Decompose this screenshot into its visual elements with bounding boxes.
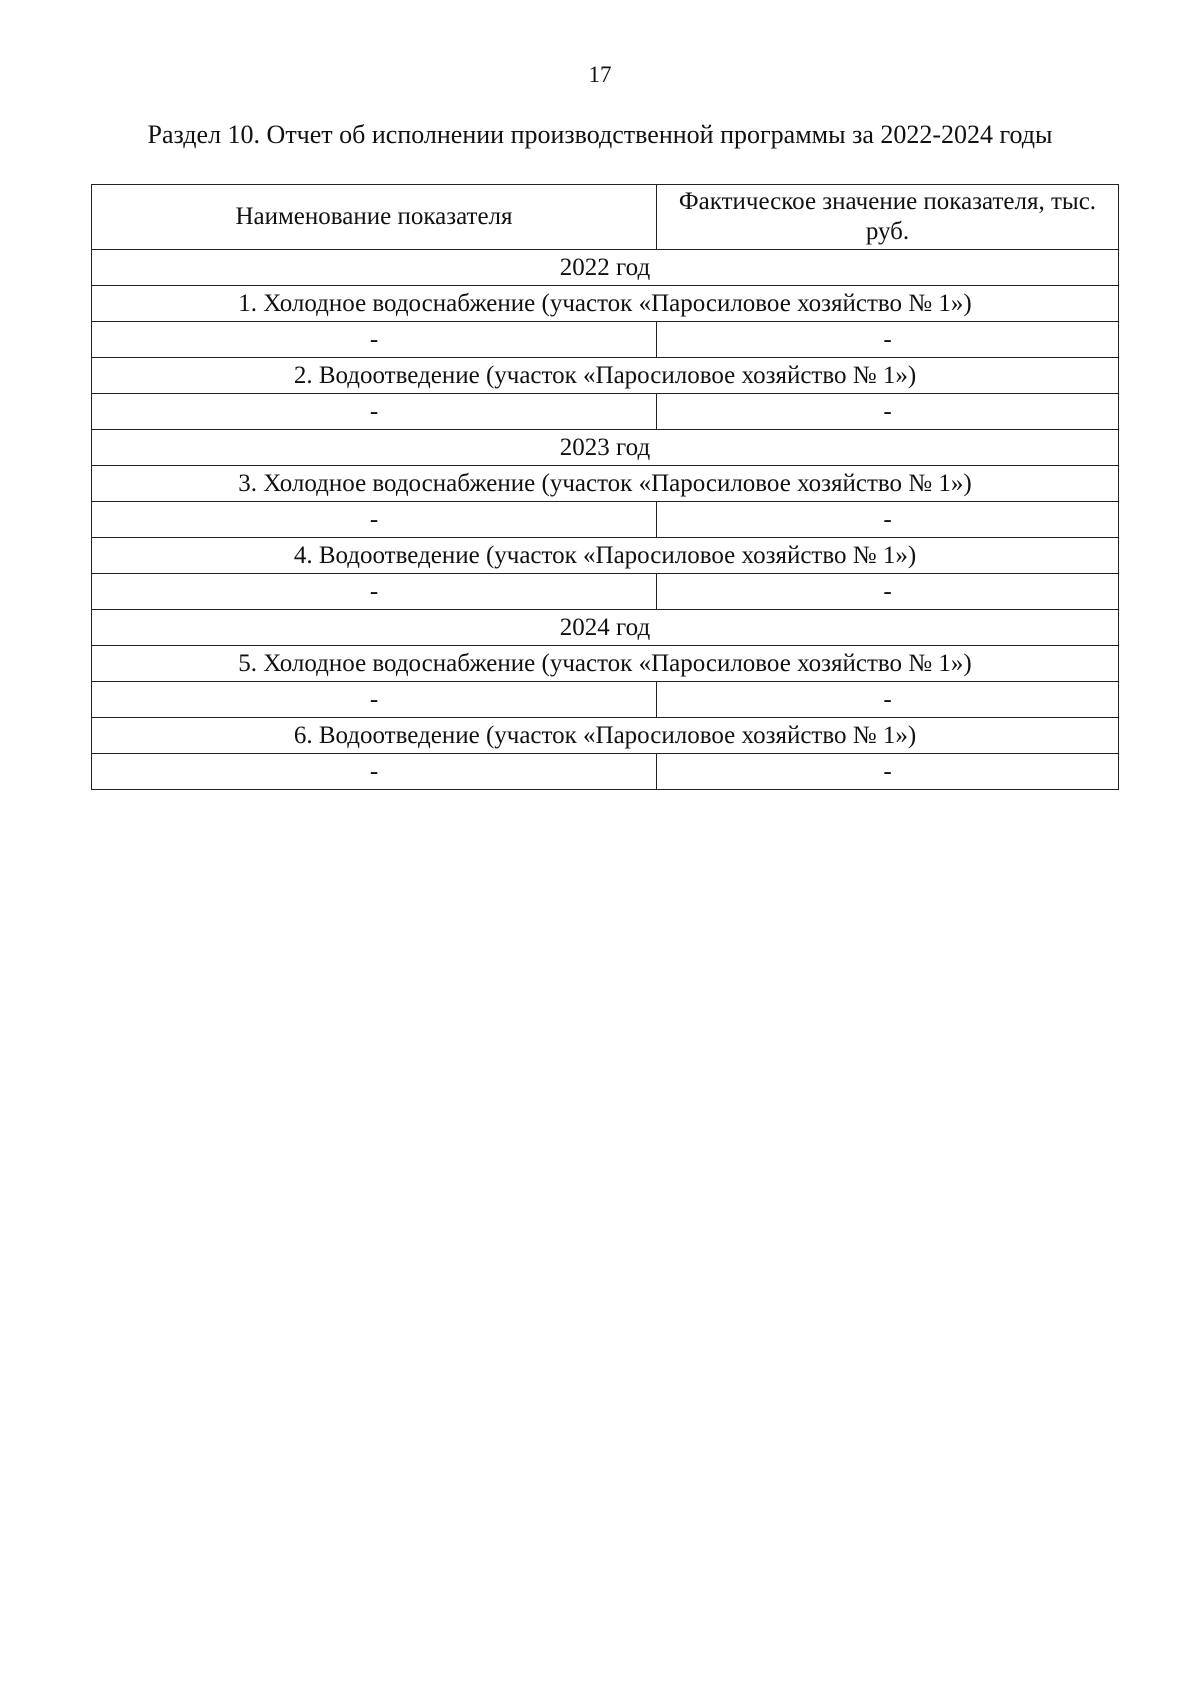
group-row xyxy=(92,718,1119,754)
section-title: Раздел 10. Отчет об исполнении производственной программы за 2022-2024 годы xyxy=(147,120,1053,149)
indicator-cell: - xyxy=(92,574,657,610)
year-row-2024 xyxy=(92,610,1119,646)
value-cell: - xyxy=(657,754,1119,790)
group-row xyxy=(92,286,1119,322)
group-row xyxy=(92,466,1119,502)
column-header-indicator-name: Наименование показателя xyxy=(92,185,657,250)
indicator-cell: - xyxy=(92,394,657,430)
year-label: 2023 год xyxy=(92,430,1119,466)
value-cell: - xyxy=(657,394,1119,430)
group-label: 6. Водоотведение (участок «Паросиловое хозяйство № 1») xyxy=(92,718,1119,754)
table-row xyxy=(92,682,1119,718)
group-label: 1. Холодное водоснабжение (участок «Паросиловое хозяйство № 1») xyxy=(92,286,1119,322)
value-cell: - xyxy=(657,682,1119,718)
group-label: 3. Холодное водоснабжение (участок «Паросиловое хозяйство № 1») xyxy=(92,466,1119,502)
table-header-row xyxy=(92,185,1119,250)
value-cell: - xyxy=(657,502,1119,538)
table-row xyxy=(92,502,1119,538)
indicator-cell: - xyxy=(92,754,657,790)
group-row xyxy=(92,646,1119,682)
group-label: 4. Водоотведение (участок «Паросиловое хозяйство № 1») xyxy=(92,538,1119,574)
report-table xyxy=(91,184,1119,790)
year-label: 2022 год xyxy=(92,250,1119,286)
group-row xyxy=(92,538,1119,574)
group-row xyxy=(92,358,1119,394)
value-cell: - xyxy=(657,322,1119,358)
page-number: 17 xyxy=(588,62,612,87)
column-header-actual-value: Фактическое значение показателя, тыс. руб. xyxy=(657,185,1119,250)
indicator-cell: - xyxy=(92,502,657,538)
table-row xyxy=(92,394,1119,430)
group-label: 2. Водоотведение (участок «Паросиловое хозяйство № 1») xyxy=(92,358,1119,394)
table-row xyxy=(92,322,1119,358)
value-cell: - xyxy=(657,574,1119,610)
table-body xyxy=(92,250,1119,790)
group-label: 5. Холодное водоснабжение (участок «Паросиловое хозяйство № 1») xyxy=(92,646,1119,682)
year-label: 2024 год xyxy=(92,610,1119,646)
indicator-cell: - xyxy=(92,322,657,358)
table-row xyxy=(92,754,1119,790)
year-row-2023 xyxy=(92,430,1119,466)
year-row-2022 xyxy=(92,250,1119,286)
table-row xyxy=(92,574,1119,610)
indicator-cell: - xyxy=(92,682,657,718)
